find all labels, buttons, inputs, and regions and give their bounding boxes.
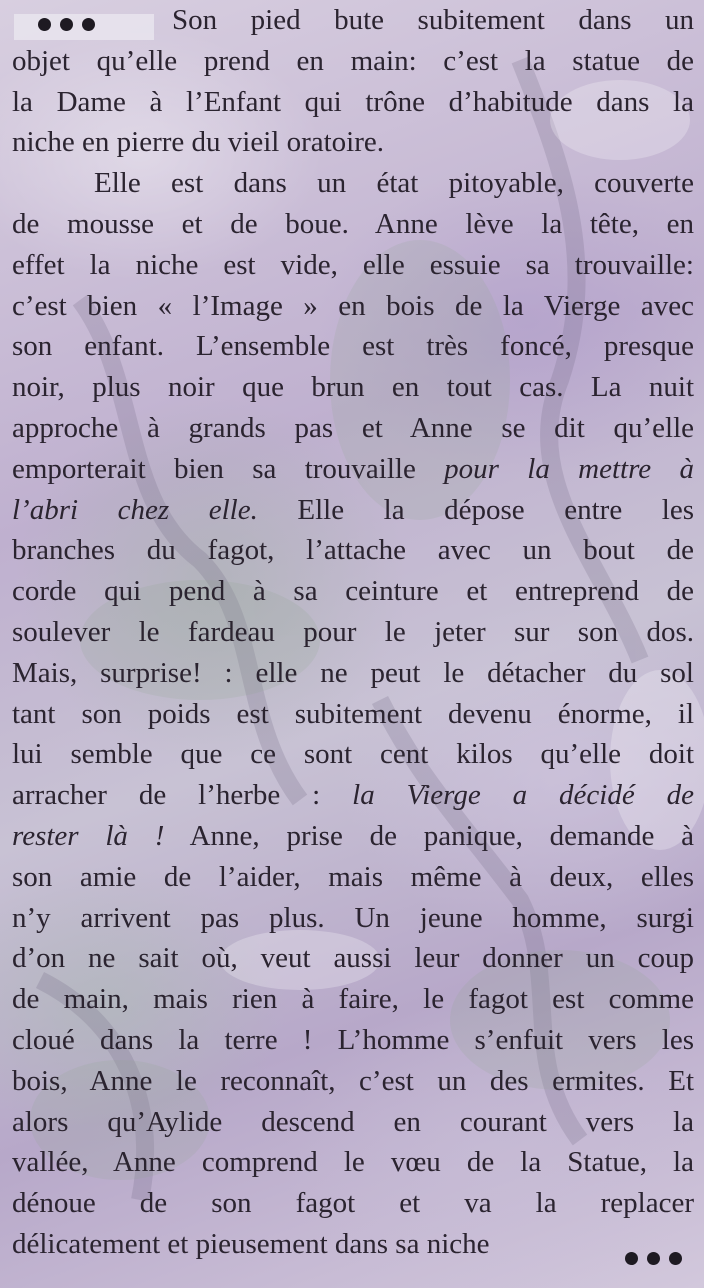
text-line: effet la niche est vide, elle essuie sa trouvaille: <box>12 248 694 281</box>
text-line: tant son poids est subitement devenu énorme, il <box>12 697 694 730</box>
text-line: soulever le fardeau pour le jeter sur son dos. <box>12 615 694 648</box>
text-line: Elle est dans un état pitoyable, couverte <box>94 167 694 200</box>
dot-icon <box>647 1252 660 1265</box>
dot-icon <box>625 1252 638 1265</box>
text-line: bois, Anne le reconnaît, c’est un des ermites. Et <box>12 1064 694 1097</box>
text-line: objet qu’elle prend en main: c’est la statue de <box>12 44 694 77</box>
text-run: arracher de l’herbe : <box>12 779 353 812</box>
text-line-mixed <box>12 490 694 531</box>
text-line: la Dame à l’Enfant qui trône d’habitude dans la <box>12 85 694 118</box>
text-line-mixed <box>12 449 694 490</box>
text-line: Son pied bute subitement dans un <box>172 4 694 36</box>
text-line-mixed <box>12 775 694 816</box>
text-line: de mousse et de boue. Anne lève la tête, en <box>12 207 694 240</box>
text-line: d’on ne sait où, veut aussi leur donner un coup <box>12 942 694 975</box>
text-line: n’y arrivent pas plus. Un jeune homme, surgi <box>12 901 694 934</box>
text-line: niche en pierre du vieil oratoire. <box>12 126 385 159</box>
text-line: de main, mais rien à faire, le fagot est comme <box>12 983 694 1016</box>
italic-run: la Vierge a décidé de <box>352 779 694 812</box>
italic-run: rester là ! <box>12 819 165 852</box>
dot-icon <box>669 1252 682 1265</box>
text-line: Mais, surprise! : elle ne peut le détacher du sol <box>12 656 694 689</box>
text-line: approche à grands pas et Anne se dit qu’elle <box>12 411 694 444</box>
italic-run: pour la mettre à <box>444 452 694 485</box>
ellipsis-dots-end <box>625 1252 691 1270</box>
text-run: emporterait bien sa trouvaille <box>12 452 445 485</box>
text-line: vallée, Anne comprend le vœu de la Statue, la <box>12 1146 694 1179</box>
text-line: dénoue de son fagot et va la replacer <box>12 1187 694 1220</box>
text-line: son enfant. L’ensemble est très foncé, presque <box>12 330 694 363</box>
text-run: Anne, prise de panique, demande à <box>164 819 695 852</box>
text-line: alors qu’Aylide descend en courant vers la <box>12 1105 694 1138</box>
text-line: lui semble que ce sont cent kilos qu’elle doit <box>12 738 694 771</box>
article-text <box>12 0 694 1265</box>
italic-run: l’abri chez elle. <box>12 493 258 526</box>
text-line: son amie de l’aider, mais même à deux, elles <box>12 860 694 893</box>
text-line: cloué dans la terre ! L’homme s’enfuit vers les <box>12 1023 694 1056</box>
text-line: corde qui pend à sa ceinture et entreprend de <box>12 575 694 608</box>
text-line-mixed <box>12 816 694 857</box>
text-run: Elle la dépose entre les <box>257 493 694 526</box>
text-line: c’est bien « l’Image » en bois de la Vierge avec <box>12 289 694 322</box>
text-line: délicatement et pieusement dans sa niche <box>12 1227 490 1260</box>
text-line: branches du fagot, l’attache avec un bout de <box>12 534 694 567</box>
text-line: noir, plus noir que brun en tout cas. La nuit <box>12 371 694 404</box>
